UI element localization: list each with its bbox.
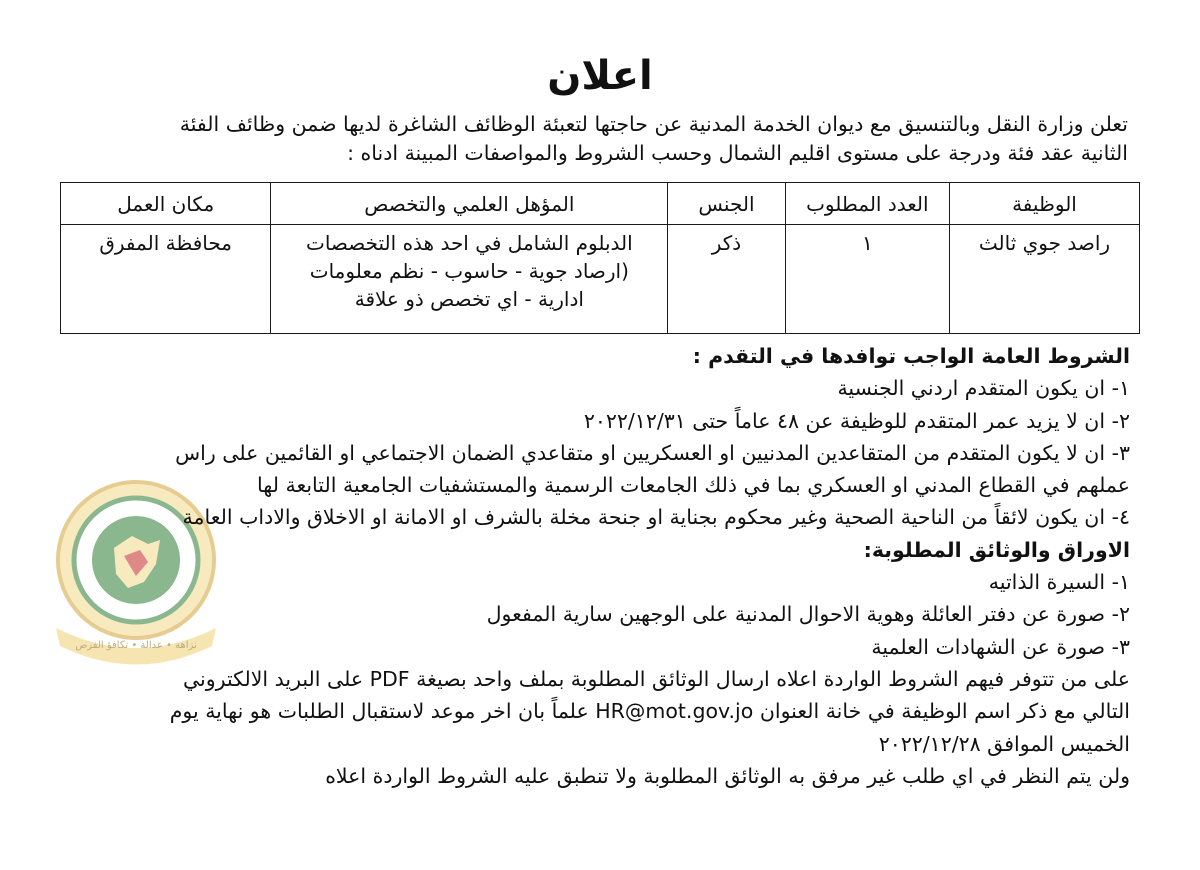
seal-motto: نزاهة • عدالة • تكافؤ الفرص xyxy=(75,640,197,651)
qualification-line: (ارصاد جوية - حاسوب - نظم معلومات xyxy=(309,259,629,283)
closing-line: على من تتوفر فيهم الشروط الواردة اعلاه ارسال الوثائق المطلوبة بملف واحد بصيغة PDF على البريد الالكتروني xyxy=(182,666,1130,691)
header-gender: الجنس xyxy=(668,183,785,225)
table-header-row xyxy=(61,183,1140,225)
closing-line: التالي مع ذكر اسم الوظيفة في خانة العنوان HR@mot.gov.jo علماً بان اخر موعد لاستقبال الطلبات هو نهاية يوم xyxy=(169,699,1130,724)
closing-line: الخميس الموافق ٢٠٢٢/١٢/٢٨ xyxy=(878,731,1130,756)
condition-item: عملهم في القطاع المدني او العسكري بما في ذلك الجامعات الرسمية والمستشفيات الجامعية التابعة لها xyxy=(257,473,1130,498)
general-conditions-heading: الشروط العامة الواجب توافدها في التقدم : xyxy=(692,344,1130,368)
intro-line: تعلن وزارة النقل وبالتنسيق مع ديوان الخدمة المدنية عن حاجتها لتعبئة الوظائف الشاغرة لديها ضمن وظائف الفئة xyxy=(179,112,1128,136)
conditions-body xyxy=(60,340,1130,792)
intro-paragraph xyxy=(50,110,1128,168)
cell-qualification xyxy=(271,225,668,334)
jobs-table xyxy=(60,182,1140,334)
qualification-line: الدبلوم الشامل في احد هذه التخصصات xyxy=(306,231,633,255)
table-row xyxy=(61,225,1140,334)
header-place: مكان العمل xyxy=(61,183,271,225)
cell-gender: ذكر xyxy=(668,225,785,334)
header-count: العدد المطلوب xyxy=(785,183,949,225)
header-job: الوظيفة xyxy=(949,183,1139,225)
page-title: اعلان xyxy=(547,53,653,99)
document-item: ١- السيرة الذاتيه xyxy=(988,570,1130,595)
qualification-line: ادارية - اي تخصص ذو علاقة xyxy=(354,287,584,311)
condition-item: ١- ان يكون المتقدم اردني الجنسية xyxy=(837,376,1130,401)
closing-line: ولن يتم النظر في اي طلب غير مرفق به الوثائق المطلوبة ولا تنطبق عليه الشروط الواردة اعلاه xyxy=(325,763,1130,788)
cell-job: راصد جوي ثالث xyxy=(949,225,1139,334)
document-item: ٣- صورة عن الشهادات العلمية xyxy=(871,634,1130,659)
condition-item: ٢- ان لا يزيد عمر المتقدم للوظيفة عن ٤٨ عاماً حتى ٢٠٢٢/١٢/٣١ xyxy=(583,408,1130,433)
documents-heading: الاوراق والوثائق المطلوبة: xyxy=(863,537,1130,562)
condition-item: ٣- ان لا يكون المتقدم من المتقاعدين المدنيين او العسكريين او متقاعدي الضمان الاجتماعي او القائمين على راس xyxy=(175,440,1130,465)
document-item: ٢- صورة عن دفتر العائلة وهوية الاحوال المدنية على الوجهين سارية المفعول xyxy=(486,602,1130,627)
cell-place: محافظة المفرق xyxy=(61,225,271,334)
cell-count: ١ xyxy=(785,225,949,334)
header-qualification: المؤهل العلمي والتخصص xyxy=(271,183,668,225)
intro-line: الثانية عقد فئة ودرجة على مستوى اقليم الشمال وحسب الشروط والمواصفات المبينة ادناه : xyxy=(347,141,1128,165)
condition-item: ٤- ان يكون لائقاً من الناحية الصحية وغير محكوم بجناية او جنحة مخلة بالشرف او الامانة او الاخلاق والاداب العامة xyxy=(182,505,1130,530)
